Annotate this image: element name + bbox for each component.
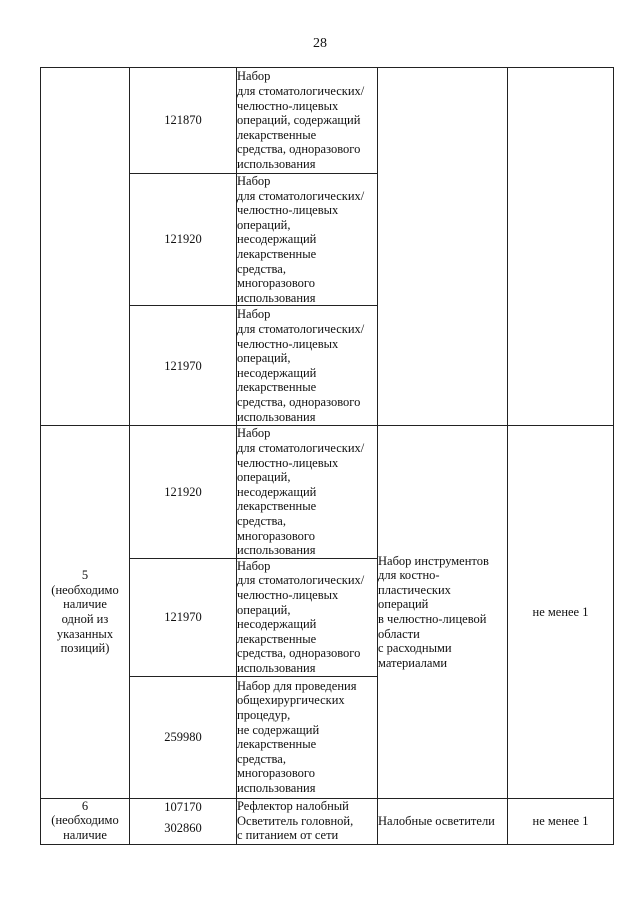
name-line: несодержащий — [237, 365, 317, 380]
kind-cell — [378, 426, 508, 798]
position-line: 6 — [81, 798, 89, 813]
name-line: операций, содержащий — [237, 113, 361, 128]
page-number: 28 — [313, 36, 327, 51]
name-cell — [237, 558, 378, 676]
name-line: не содержащий — [237, 722, 320, 737]
position-line: наличие — [63, 597, 107, 612]
table-row — [41, 426, 614, 558]
code-cell: 121920 — [130, 174, 237, 306]
name-line: челюстно-лицевых — [237, 588, 339, 602]
name-line: многоразового — [237, 766, 315, 781]
position-line: (необходимо — [51, 582, 119, 597]
name-line: челюстно-лицевых — [237, 455, 339, 470]
name-line: операций, — [237, 602, 291, 617]
name-line: для стоматологических/ — [237, 84, 365, 99]
code-cell: 121970 — [130, 306, 237, 426]
position-cell — [41, 798, 130, 844]
kind-line: области — [378, 626, 420, 641]
name-line: Набор — [237, 426, 271, 441]
name-cell — [237, 306, 378, 426]
name-line: Набор — [237, 69, 271, 84]
kind-line: пластических — [378, 582, 451, 597]
name-line: Осветитель головной, — [237, 813, 354, 828]
position-cell — [41, 68, 130, 426]
code-line: 107170 — [164, 799, 202, 814]
name-line: челюстно-лицевых — [237, 203, 339, 218]
name-line: лекарственные — [237, 737, 317, 752]
name-line: средства, одноразового — [237, 646, 361, 661]
table-row — [41, 798, 614, 844]
name-line: лекарственные — [237, 127, 317, 142]
name-cell — [237, 174, 378, 306]
code-line: 302860 — [164, 821, 202, 836]
kind-cell — [378, 798, 508, 844]
code-cell: 121870 — [130, 68, 237, 174]
quantity-cell: не менее 1 — [508, 798, 614, 844]
position-line: (необходимо — [51, 813, 119, 828]
name-cell — [237, 798, 378, 844]
name-line: многоразового — [237, 528, 315, 543]
name-line: для стоматологических/ — [237, 188, 365, 203]
position-cell — [41, 426, 130, 798]
name-line: Рефлектор налобный — [237, 799, 349, 814]
name-line: для стоматологических/ — [237, 440, 365, 455]
name-line: несодержащий — [237, 232, 317, 247]
name-line: средства, — [237, 751, 286, 766]
name-line: челюстно-лицевых — [237, 98, 339, 113]
code-cell: 121920 — [130, 426, 237, 558]
code-cell: 121970 — [130, 558, 237, 676]
name-cell — [237, 68, 378, 174]
name-line: многоразового — [237, 276, 315, 291]
name-line: Набор — [237, 174, 271, 188]
name-line: использования — [237, 660, 316, 675]
quantity-cell — [508, 68, 614, 426]
name-line: челюстно-лицевых — [237, 336, 339, 351]
kind-line: Набор инструментов — [378, 553, 489, 568]
table-body — [41, 68, 614, 845]
name-line: с питанием от сети — [237, 828, 339, 843]
table-row — [41, 68, 614, 174]
equipment-table — [40, 67, 614, 845]
kind-line: в челюстно-лицевой — [378, 612, 487, 627]
name-line: несодержащий — [237, 484, 317, 499]
kind-line: с расходными — [378, 641, 452, 656]
name-line: лекарственные — [237, 246, 317, 261]
position-line: одной из — [61, 612, 109, 627]
name-line: лекарственные — [237, 380, 317, 395]
name-line: лекарственные — [237, 499, 317, 514]
name-line: Набор для проведения — [237, 678, 357, 693]
name-line: средства, — [237, 261, 286, 276]
name-line: использования — [237, 780, 316, 795]
name-line: средства, — [237, 513, 286, 528]
position-line: 5 — [81, 568, 89, 583]
name-line: операций, — [237, 470, 291, 485]
name-line: лекарственные — [237, 631, 317, 646]
kind-line: Налобные осветители — [378, 813, 495, 828]
name-line: операций, — [237, 217, 291, 232]
name-line: использования — [237, 156, 316, 171]
quantity-cell: не менее 1 — [508, 426, 614, 798]
position-line: позиций) — [60, 641, 110, 656]
name-line: использования — [237, 409, 316, 424]
name-cell — [237, 676, 378, 798]
code-cell — [130, 798, 237, 844]
position-line: наличие — [63, 827, 107, 842]
name-line: Набор — [237, 307, 271, 322]
name-line: использования — [237, 290, 316, 305]
name-line: средства, одноразового — [237, 142, 361, 157]
kind-line: материалами — [378, 655, 448, 670]
name-line: операций, — [237, 351, 291, 366]
name-line: для стоматологических/ — [237, 573, 365, 588]
name-cell — [237, 426, 378, 558]
kind-cell — [378, 68, 508, 426]
name-line: процедур, — [237, 708, 291, 722]
kind-line: операций — [378, 597, 429, 612]
name-line: для стоматологических/ — [237, 322, 365, 337]
name-line: средства, одноразового — [237, 395, 361, 410]
name-line: использования — [237, 543, 316, 558]
name-line: общехирургических — [237, 693, 345, 708]
name-line: несодержащий — [237, 617, 317, 632]
kind-line: для костно- — [378, 568, 440, 583]
position-line: указанных — [56, 626, 114, 641]
code-cell: 259980 — [130, 676, 237, 798]
name-line: Набор — [237, 558, 271, 573]
